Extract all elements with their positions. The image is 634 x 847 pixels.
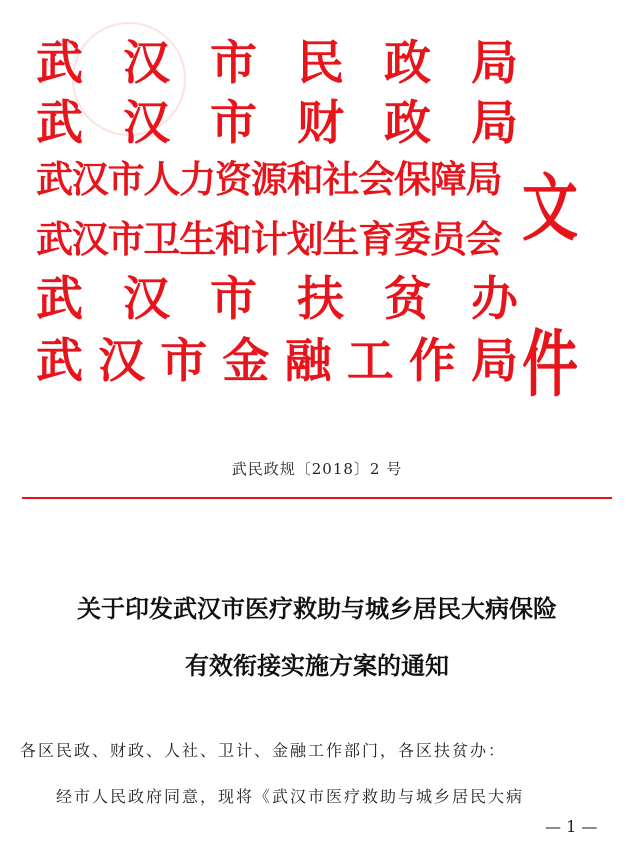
issuer-char: 扶 (297, 272, 344, 327)
issuer-char: 局 (470, 334, 518, 389)
issuer-line-3: 武汉市人力资源和社会保障局 (36, 158, 502, 201)
issuer-char: 政 (384, 96, 431, 151)
red-separator-line (22, 497, 612, 499)
issuer-char: 工 (346, 334, 394, 389)
salutation: 各区民政、财政、人社、卫计、金融工作部门，各区扶贫办： (20, 741, 507, 760)
issuer-char: 武 (36, 272, 83, 327)
issuer-line-1 (36, 36, 518, 92)
issuer-char: 市 (210, 96, 257, 151)
title-line-1: 关于印发武汉市医疗救助与城乡居民大病保险 (77, 594, 557, 623)
issuer-char: 武 (36, 334, 83, 389)
page-number: — 1 — (545, 817, 598, 836)
issuer-char: 市 (210, 272, 257, 327)
title-line-2: 有效衔接实施方案的通知 (185, 651, 449, 680)
issuer-char: 汉 (98, 334, 146, 389)
issuer-char: 金 (222, 334, 270, 389)
issuer-line-5 (36, 272, 518, 328)
issuer-char: 政 (384, 36, 431, 91)
issuer-char: 作 (408, 334, 456, 389)
issuer-char: 融 (284, 334, 332, 389)
issuer-char: 汉 (123, 272, 170, 327)
issuer-char: 办 (471, 272, 518, 327)
issuer-char: 局 (471, 36, 518, 91)
document-type-label: 文件 (522, 167, 572, 408)
issuer-char: 市 (210, 36, 257, 91)
issuer-line-2 (36, 96, 518, 152)
issuer-char: 局 (471, 96, 518, 151)
issuer-char: 财 (297, 96, 344, 151)
issuer-char: 武 (36, 36, 83, 91)
document-number: 武民政规〔2018〕2 号 (231, 460, 403, 478)
issuer-line-4: 武汉市卫生和计划生育委员会 (36, 218, 502, 261)
issuer-char: 市 (160, 334, 208, 389)
issuer-line-6 (36, 334, 518, 390)
issuer-char: 汉 (123, 36, 170, 91)
body-paragraph: 经市人民政府同意，现将《武汉市医疗救助与城乡居民大病 (56, 787, 525, 806)
issuer-char: 贫 (384, 272, 431, 327)
issuer-char: 民 (297, 36, 344, 91)
issuer-char: 汉 (123, 96, 170, 151)
issuer-char: 武 (36, 96, 83, 151)
